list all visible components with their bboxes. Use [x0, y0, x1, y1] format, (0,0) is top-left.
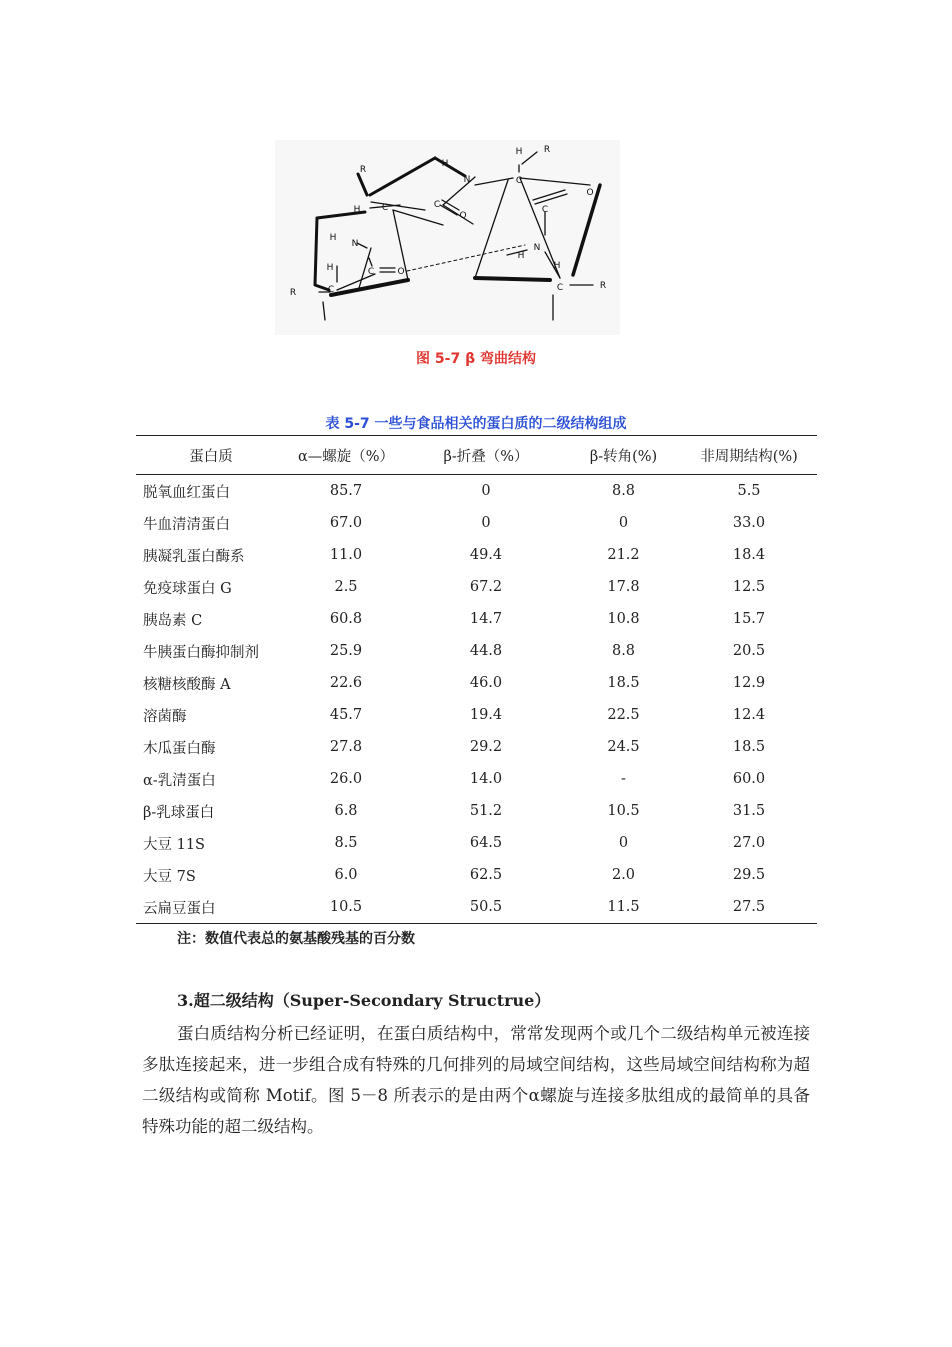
protein-name-cell: β-乳球蛋白	[143, 804, 215, 821]
value-cell: 18.5	[732, 739, 766, 755]
section-paragraph: 蛋白质结构分析已经证明，在蛋白质结构中，常常发现两个或几个二级结构单元被连接多肽连接起来，进一步组合成有特殊的几何排列的局域空间结构，这些局域空间结构称为超二级结构或简称 Motif。图 5－8 所表示的是由两个α螺旋与连接多肽组成的最简单的具备特殊功能的超二级结构。	[142, 1024, 810, 1136]
value-cell: 10.5	[607, 803, 640, 819]
value-cell: 60.0	[732, 771, 766, 787]
value-cell: 0	[618, 835, 629, 851]
table-row	[136, 731, 817, 763]
value-cell: 2.0	[611, 867, 636, 883]
value-cell: 6.0	[334, 867, 358, 883]
value-cell: 29.2	[469, 739, 503, 755]
protein-name-cell: 云扁豆蛋白	[143, 900, 216, 917]
value-cell: 6.8	[334, 803, 358, 819]
atom-label-r: R	[289, 288, 297, 298]
atom-label-h: H	[353, 205, 361, 215]
value-cell: 8.8	[611, 643, 636, 659]
value-cell: 29.5	[732, 867, 766, 883]
protein-name-cell: 木瓜蛋白酶	[143, 740, 216, 757]
value-cell: 17.8	[607, 579, 640, 595]
atom-label-n: N	[533, 243, 541, 253]
beta-turn-diagram	[275, 140, 620, 335]
value-cell: 27.0	[732, 835, 766, 851]
value-cell: 24.5	[607, 739, 640, 755]
value-cell: 10.5	[329, 899, 363, 915]
value-cell: 0	[481, 483, 491, 499]
atom-label-c: C	[367, 267, 375, 277]
value-cell: 60.8	[329, 611, 363, 627]
value-cell: 49.4	[469, 547, 503, 563]
value-cell: 12.5	[732, 579, 766, 595]
table-row	[136, 571, 817, 603]
atom-label-r: R	[599, 281, 607, 291]
protein-name-cell: 胰岛素 C	[143, 612, 203, 629]
protein-name-cell: 牛胰蛋白酶抑制剂	[143, 644, 259, 661]
atom-label-h: H	[441, 159, 449, 169]
table-row	[136, 699, 817, 731]
atom-label-h: H	[329, 233, 337, 243]
value-cell: 14.7	[469, 611, 503, 627]
value-cell: 64.5	[469, 835, 503, 851]
value-cell: 10.8	[607, 611, 640, 627]
value-cell: 8.5	[334, 835, 358, 851]
atom-label-o: O	[586, 188, 594, 198]
column-header: 非周期结构(%)	[700, 448, 798, 465]
value-cell: 8.8	[611, 483, 636, 499]
value-cell: 62.5	[469, 867, 503, 883]
protein-name-cell: 溶菌酶	[143, 708, 187, 725]
value-cell: 45.7	[329, 707, 363, 723]
value-cell: 51.2	[469, 803, 503, 819]
table-row	[136, 507, 817, 539]
value-cell: 27.8	[329, 739, 363, 755]
table-row	[136, 539, 817, 571]
atom-label-h: H	[553, 261, 561, 271]
value-cell: 33.0	[732, 515, 766, 531]
atom-label-r: R	[543, 145, 551, 155]
atom-label-c: C	[381, 203, 389, 213]
atom-label-o: O	[397, 267, 405, 277]
value-cell: 26.0	[329, 771, 363, 787]
value-cell: 18.4	[732, 547, 766, 563]
value-cell: 11.0	[329, 547, 363, 563]
atom-label-r: R	[359, 165, 367, 175]
atom-label-c: C	[541, 205, 549, 215]
value-cell: 15.7	[732, 611, 766, 627]
value-cell: 18.5	[607, 675, 640, 691]
protein-name-cell: 大豆 7S	[143, 868, 196, 885]
table-body	[136, 475, 817, 924]
atom-label-n: N	[463, 175, 471, 185]
table-header-row	[136, 436, 817, 475]
value-cell: 85.7	[329, 483, 363, 499]
column-header: β-折叠（%）	[443, 448, 529, 465]
value-cell: 0	[481, 515, 491, 531]
table-row	[136, 891, 817, 924]
value-cell: 11.5	[607, 899, 640, 915]
figure-caption: 图 5-7 β 弯曲结构	[416, 351, 536, 367]
value-cell: 27.5	[732, 899, 766, 915]
protein-name-cell: 牛血清清蛋白	[143, 516, 230, 533]
value-cell: 5.5	[737, 483, 761, 499]
atom-label-n: N	[351, 239, 359, 249]
atom-label-c: C	[327, 285, 335, 295]
table-caption: 表 5-7 一些与食品相关的蛋白质的二级结构组成	[325, 416, 627, 432]
value-cell: 0	[618, 515, 629, 531]
value-cell: 21.2	[607, 547, 640, 563]
atom-label-o: O	[459, 211, 467, 221]
table-row	[136, 635, 817, 667]
table-row	[136, 827, 817, 859]
table-row	[136, 667, 817, 699]
value-cell: 14.0	[469, 771, 503, 787]
atom-label-h: H	[326, 263, 334, 273]
secondary-structure-table	[136, 435, 817, 924]
table-row	[136, 475, 817, 508]
protein-name-cell: α-乳清蛋白	[143, 772, 216, 789]
value-cell: 46.0	[469, 675, 503, 691]
protein-name-cell: 大豆 11S	[143, 836, 205, 853]
value-cell: 31.5	[732, 803, 766, 819]
value-cell: 12.9	[732, 675, 766, 691]
table-row	[136, 859, 817, 891]
value-cell: 2.5	[334, 579, 358, 595]
table-note: 注：数值代表总的氨基酸残基的百分数	[177, 931, 415, 947]
value-cell: -	[621, 771, 626, 787]
value-cell: 67.0	[329, 515, 363, 531]
value-cell: 25.9	[329, 643, 363, 659]
column-header: α—螺旋（%）	[297, 448, 395, 465]
value-cell: 44.8	[469, 643, 503, 659]
table-row	[136, 763, 817, 795]
value-cell: 22.5	[607, 707, 640, 723]
value-cell: 67.2	[469, 579, 503, 595]
value-cell: 20.5	[732, 643, 766, 659]
section-heading: 3.超二级结构（Super-Secondary Structrue）	[177, 991, 551, 1010]
protein-name-cell: 免疫球蛋白 G	[143, 580, 232, 597]
protein-name-cell: 胰凝乳蛋白酶系	[143, 548, 245, 565]
atom-label-c: C	[515, 176, 523, 186]
table-row	[136, 603, 817, 635]
protein-name-cell: 脱氧血红蛋白	[143, 484, 230, 501]
atom-label-h: H	[517, 251, 525, 261]
atom-label-c: C	[556, 283, 564, 293]
atom-label-h: H	[515, 147, 523, 157]
value-cell: 19.4	[469, 707, 503, 723]
value-cell: 22.6	[329, 675, 363, 691]
atom-label-c: C	[433, 200, 441, 210]
protein-name-cell: 核糖核酸酶 A	[143, 676, 231, 693]
table-row	[136, 795, 817, 827]
value-cell: 50.5	[469, 899, 503, 915]
value-cell: 12.4	[732, 707, 766, 723]
column-header: β-转角(%)	[589, 448, 658, 465]
column-header: 蛋白质	[189, 448, 233, 465]
